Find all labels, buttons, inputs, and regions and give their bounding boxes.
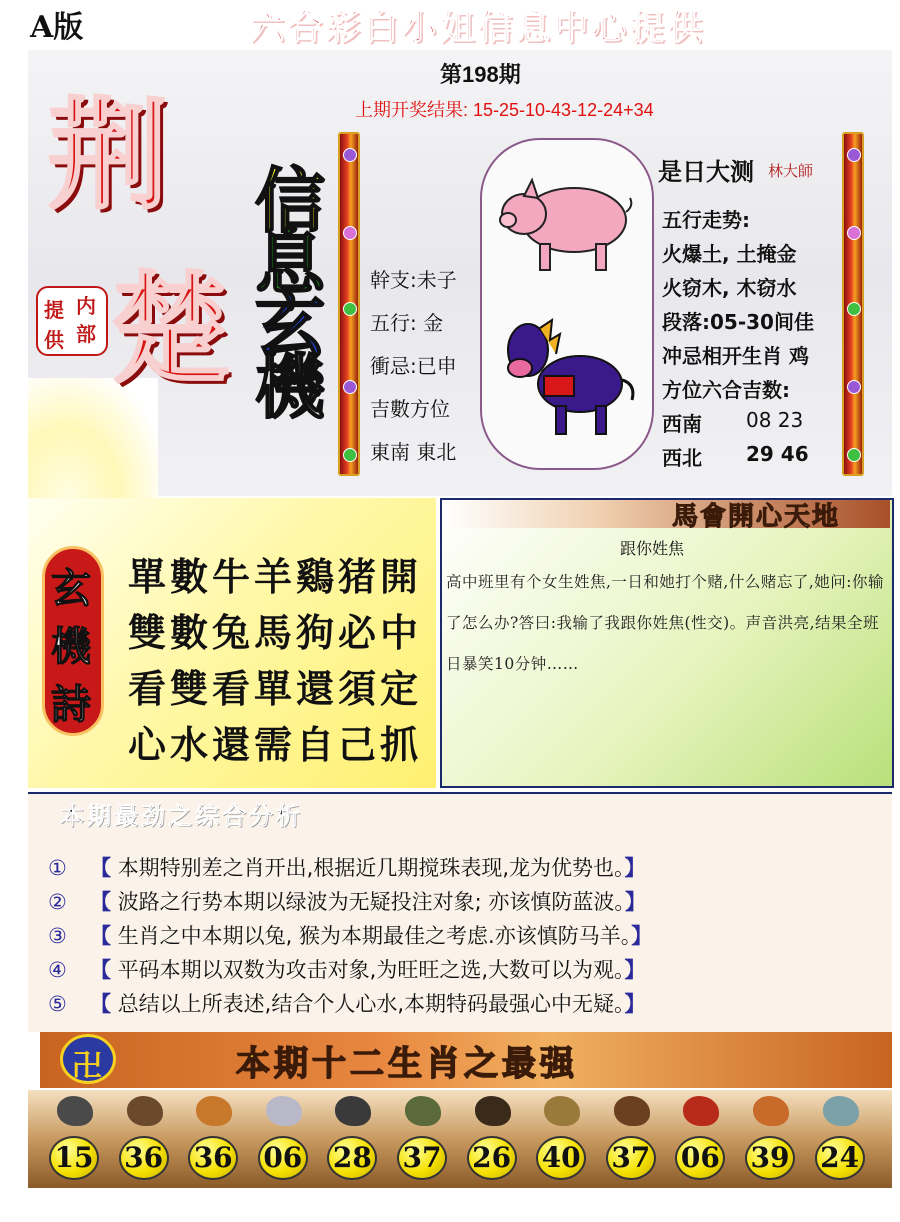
- number-ball: 40: [536, 1136, 586, 1180]
- issue-number: 第198期: [440, 62, 521, 87]
- zodiac-cell: [40, 1092, 110, 1186]
- number-ball: 36: [119, 1136, 169, 1180]
- badge-char: 内: [76, 294, 96, 318]
- info-line: 五行: 金: [370, 311, 444, 335]
- last-result: 上期开奖结果: 15-25-10-43-12-24+34: [355, 100, 654, 120]
- right-line: 段落:05-30间佳: [662, 310, 814, 334]
- prediction-title: 是日大测: [658, 158, 754, 186]
- zodiac-cell: [736, 1092, 806, 1186]
- item-text: 波路之行势本期以绿波为无疑投注对象; 亦该慎防蓝波。: [117, 890, 625, 914]
- info-line: 東南 東北: [370, 440, 457, 464]
- item-text: 总结以上所表述,结合个人心水,本期特码最强心中无疑。: [117, 992, 625, 1016]
- rooster-icon: [683, 1096, 719, 1126]
- goat-icon: [544, 1096, 580, 1126]
- vertical-title-char: 信: [255, 160, 325, 242]
- internal-badge: [36, 286, 108, 356]
- poem-emblem: [42, 546, 104, 736]
- number-ball: 06: [675, 1136, 725, 1180]
- monkey-icon: [614, 1096, 650, 1126]
- rat-icon: [57, 1096, 93, 1126]
- number-ball: 36: [188, 1136, 238, 1180]
- dog-icon: [753, 1096, 789, 1126]
- poem-line: 看雙看單還須定: [128, 666, 423, 711]
- analysis-item: ⑤ 【 总结以上所表述,结合个人心水,本期特码最强心中无疑。】: [48, 992, 646, 1016]
- right-line: 火爆土, 土掩金: [662, 242, 797, 266]
- right-line: 冲忌相开生肖 鸡: [662, 344, 809, 368]
- item-text: 本期特别差之肖开出,根据近几期搅珠表现,龙为优势也。: [117, 856, 625, 880]
- zodiac-cell: [597, 1092, 667, 1186]
- horse-icon: [475, 1096, 511, 1126]
- number-ball: 06: [258, 1136, 308, 1180]
- item-number: ③: [48, 924, 67, 948]
- poem-line: 單數牛羊鷄猪開: [128, 554, 423, 599]
- zodiac-cell: [179, 1092, 249, 1186]
- horse-icon: [500, 310, 640, 440]
- poem-line: 心水還需自己抓: [128, 722, 423, 767]
- pig-icon: [823, 1096, 859, 1126]
- item-number: ①: [48, 856, 67, 880]
- analysis-item: ② 【 波路之行势本期以绿波为无疑投注对象; 亦该慎防蓝波。】: [48, 890, 646, 914]
- zodiac-title: 本期十二生肖之最强: [236, 1044, 578, 1084]
- number-ball: 26: [467, 1136, 517, 1180]
- zodiac-cell: [318, 1092, 388, 1186]
- analysis-item: ④ 【 平码本期以双数为攻击对象,为旺旺之选,大数可以为观。】: [48, 958, 646, 982]
- direction-name: 西南: [662, 412, 702, 436]
- zodiac-cell: [666, 1092, 736, 1186]
- tiger-icon: [196, 1096, 232, 1126]
- badge-char: 提: [44, 298, 64, 322]
- number-ball: 37: [397, 1136, 447, 1180]
- right-pillar: [842, 132, 864, 476]
- direction-numbers: 29 46: [746, 442, 809, 466]
- right-line: 方位六合吉数:: [662, 378, 790, 402]
- number-ball: 39: [745, 1136, 795, 1180]
- joke-title: 跟你姓焦: [620, 539, 685, 558]
- zodiac-cell: [249, 1092, 319, 1186]
- badge-char: 部: [76, 322, 96, 346]
- vertical-title-char: 機: [255, 346, 325, 428]
- number-ball: 37: [606, 1136, 656, 1180]
- analysis-item: ① 【 本期特别差之肖开出,根据近几期搅珠表现,龙为优势也。】: [48, 856, 646, 880]
- rabbit-icon: [266, 1096, 302, 1126]
- analysis-title: 本期最劲之综合分析: [60, 801, 303, 830]
- number-ball: 15: [49, 1136, 99, 1180]
- item-number: ⑤: [48, 992, 67, 1016]
- right-line: 火窃木, 木窃水: [662, 276, 797, 300]
- snake-icon: [405, 1096, 441, 1126]
- big-char-jing: 荆: [48, 85, 168, 226]
- wheel-logo-icon: 卍: [60, 1034, 116, 1084]
- item-text: 生肖之中本期以兔, 猴为本期最佳之考虑.亦该慎防马羊。: [117, 924, 632, 948]
- ox-icon: [127, 1096, 163, 1126]
- left-pillar: [338, 132, 360, 476]
- poem-emblem-char: 玄: [51, 565, 91, 612]
- joke-body: 高中班里有个女生姓焦,一日和她打个赌,什么赌忘了,她问:你输了怎么办?答曰:我输了我跟你姓焦(性交)。声音洪亮,结果全班日暴笑10分钟……: [446, 573, 885, 673]
- number-ball: 28: [327, 1136, 377, 1180]
- analysis-item: ③ 【 生肖之中本期以兔, 猴为本期最佳之考虑.亦该慎防马羊。】: [48, 924, 653, 948]
- vertical-title-char: 息: [255, 222, 325, 304]
- poem-line: 雙數兔馬狗必中: [128, 610, 423, 655]
- item-number: ④: [48, 958, 67, 982]
- item-text: 平码本期以双数为攻击对象,为旺旺之选,大数可以为观。: [117, 958, 625, 982]
- info-line: 衝忌:已申: [370, 354, 457, 378]
- poem-emblem-char: 機: [51, 623, 91, 670]
- zodiac-cell: [806, 1092, 876, 1186]
- info-line: 幹支:未子: [370, 268, 457, 292]
- zodiac-oval: [480, 138, 654, 470]
- poem-emblem-char: 詩: [51, 681, 91, 728]
- vertical-title-char: 玄: [255, 284, 325, 366]
- header-title: 六合彩白小姐信息中心提供: [250, 8, 706, 48]
- zodiac-cell: [527, 1092, 597, 1186]
- direction-numbers: 08 23: [746, 408, 804, 432]
- zodiac-cell: [110, 1092, 180, 1186]
- item-number: ②: [48, 890, 67, 914]
- joke-banner-text: 馬會開心天地: [672, 502, 841, 532]
- number-ball: 24: [815, 1136, 865, 1180]
- edition-label: A版: [30, 10, 84, 45]
- info-line: 吉數方位: [370, 397, 450, 421]
- badge-char: 供: [44, 328, 64, 352]
- pig-icon: [496, 168, 636, 278]
- zodiac-cell: [388, 1092, 458, 1186]
- dragon-icon: [335, 1096, 371, 1126]
- zodiac-cell: [458, 1092, 528, 1186]
- vertical-title: [255, 160, 335, 428]
- master-name: 林大師: [768, 162, 814, 180]
- big-char-chu: 楚: [110, 259, 230, 400]
- right-line: 五行走势:: [662, 208, 750, 232]
- direction-name: 西北: [662, 446, 702, 470]
